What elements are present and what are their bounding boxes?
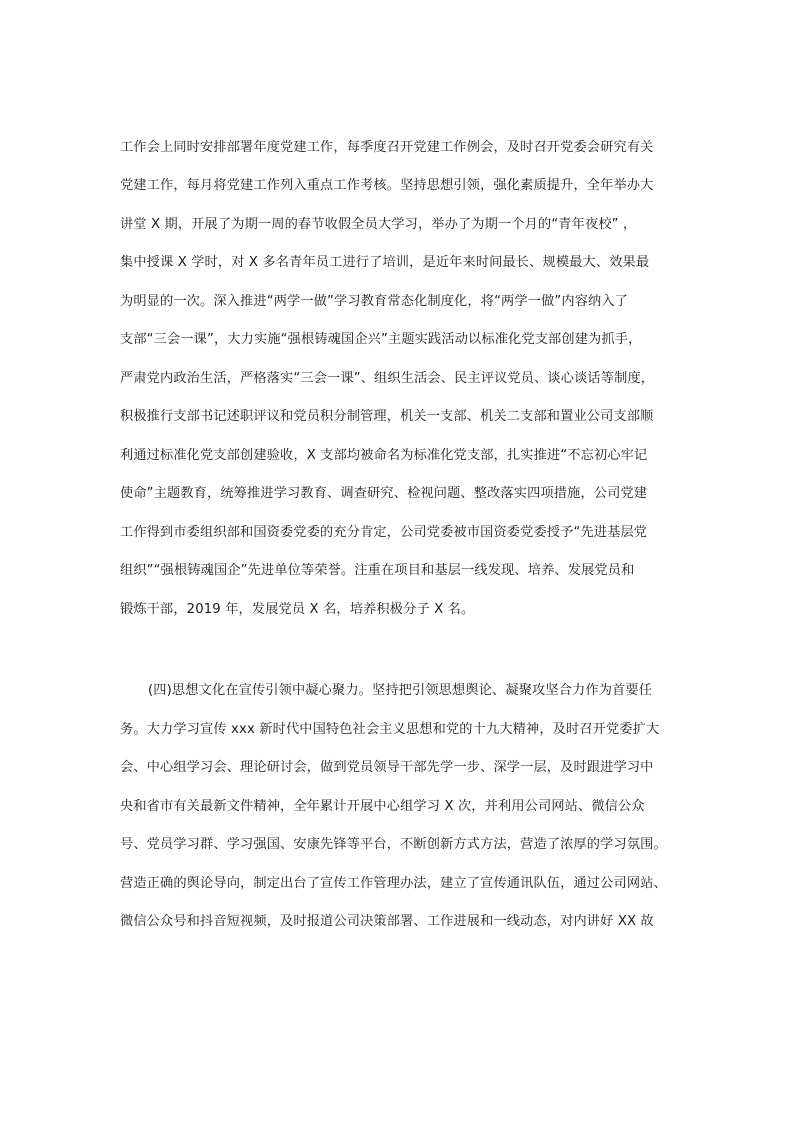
paragraph-1-line-9: 利通过标准化党支部创建验收，X 支部均被命名为标准化党支部，扎实推进“不忘初心牢记: [120, 448, 648, 463]
paragraph-1-line-13: 锻炼干部，2019 年，发展党员 X 名，培养积极分子 X 名。: [120, 602, 475, 617]
paragraph-2-line-5: 号、党员学习群、学习强国、安康先锋等平台，不断创新方式方法，营造了浓厚的学习氛围。: [120, 837, 667, 852]
paragraph-2-line-1: (四)思想文化在宣传引领中凝心聚力。坚持把引领思想舆论、凝聚攻坚合力作为首要任: [148, 683, 653, 698]
paragraph-1-line-11: 工作得到市委组织部和国资委党委的充分肯定，公司党委被市国资委党委授予“先进基层党: [120, 525, 648, 540]
paragraph-2-line-2: 务。大力学习宣传 xxx 新时代中国特色社会主义思想和党的十九大精神，及时召开党委扩大: [120, 722, 660, 737]
paragraph-1-line-8: 积极推行支部书记述职评议和党员积分制管理，机关一支部、机关二支部和置业公司支部顺: [120, 409, 654, 424]
paragraph-1-line-7: 严肃党内政治生活，严格落实“三会一课”、组织生活会、民主评议党员、谈心谈话等制度，: [120, 371, 655, 386]
paragraph-2-line-3: 会、中心组学习会、理论研讨会，做到党员领导干部先学一步、深学一层，及时跟进学习中: [120, 760, 654, 775]
paragraph-1-line-4: 集中授课 X 学时，对 X 多名青年员工进行了培训，是近年来时间最长、规模最大、效果最: [120, 255, 650, 270]
paragraph-1-line-10: 使命”主题教育，统筹推进学习教育、调查研究、检视问题、整改落实四项措施，公司党建: [120, 486, 648, 501]
paragraph-2-line-4: 央和省市有关最新文件精神，全年累计开展中心组学习 X 次，并利用公司网站、微信公众: [120, 799, 645, 814]
paragraph-1-line-5: 为明显的一次。深入推进“两学一做”学习教育常态化制度化，将“两学一做”内容纳入了: [120, 294, 629, 309]
paragraph-1-line-3: 讲堂 X 期，开展了为期一周的春节收假全员大学习，举办了为期一个月的“青年夜校” ，: [120, 217, 637, 232]
paragraph-1-line-1: 工作会上同时安排部署年度党建工作，每季度召开党建工作例会，及时召开党委会研究有关: [120, 140, 654, 155]
paragraph-1-line-2: 党建工作，每月将党建工作列入重点工作考核。坚持思想引领，强化素质提升，全年举办大: [120, 178, 654, 193]
paragraph-1-line-12: 组织”“强根铸魂国企”先进单位等荣誉。注重在项目和基层一线发现、培养、发展党员和: [120, 563, 635, 578]
paragraph-1-line-6: 支部“三会一课”，大力实施“强根铸魂国企兴”主题实践活动以标准化党支部创建为抓手，: [120, 332, 642, 347]
paragraph-2-line-6: 营造正确的舆论导向，制定出台了宣传工作管理办法，建立了宣传通讯队伍，通过公司网站、: [120, 876, 667, 891]
paragraph-2-line-7: 微信公众号和抖音短视频，及时报道公司决策部署、工作进展和一线动态，对内讲好 XX 故: [120, 914, 654, 929]
